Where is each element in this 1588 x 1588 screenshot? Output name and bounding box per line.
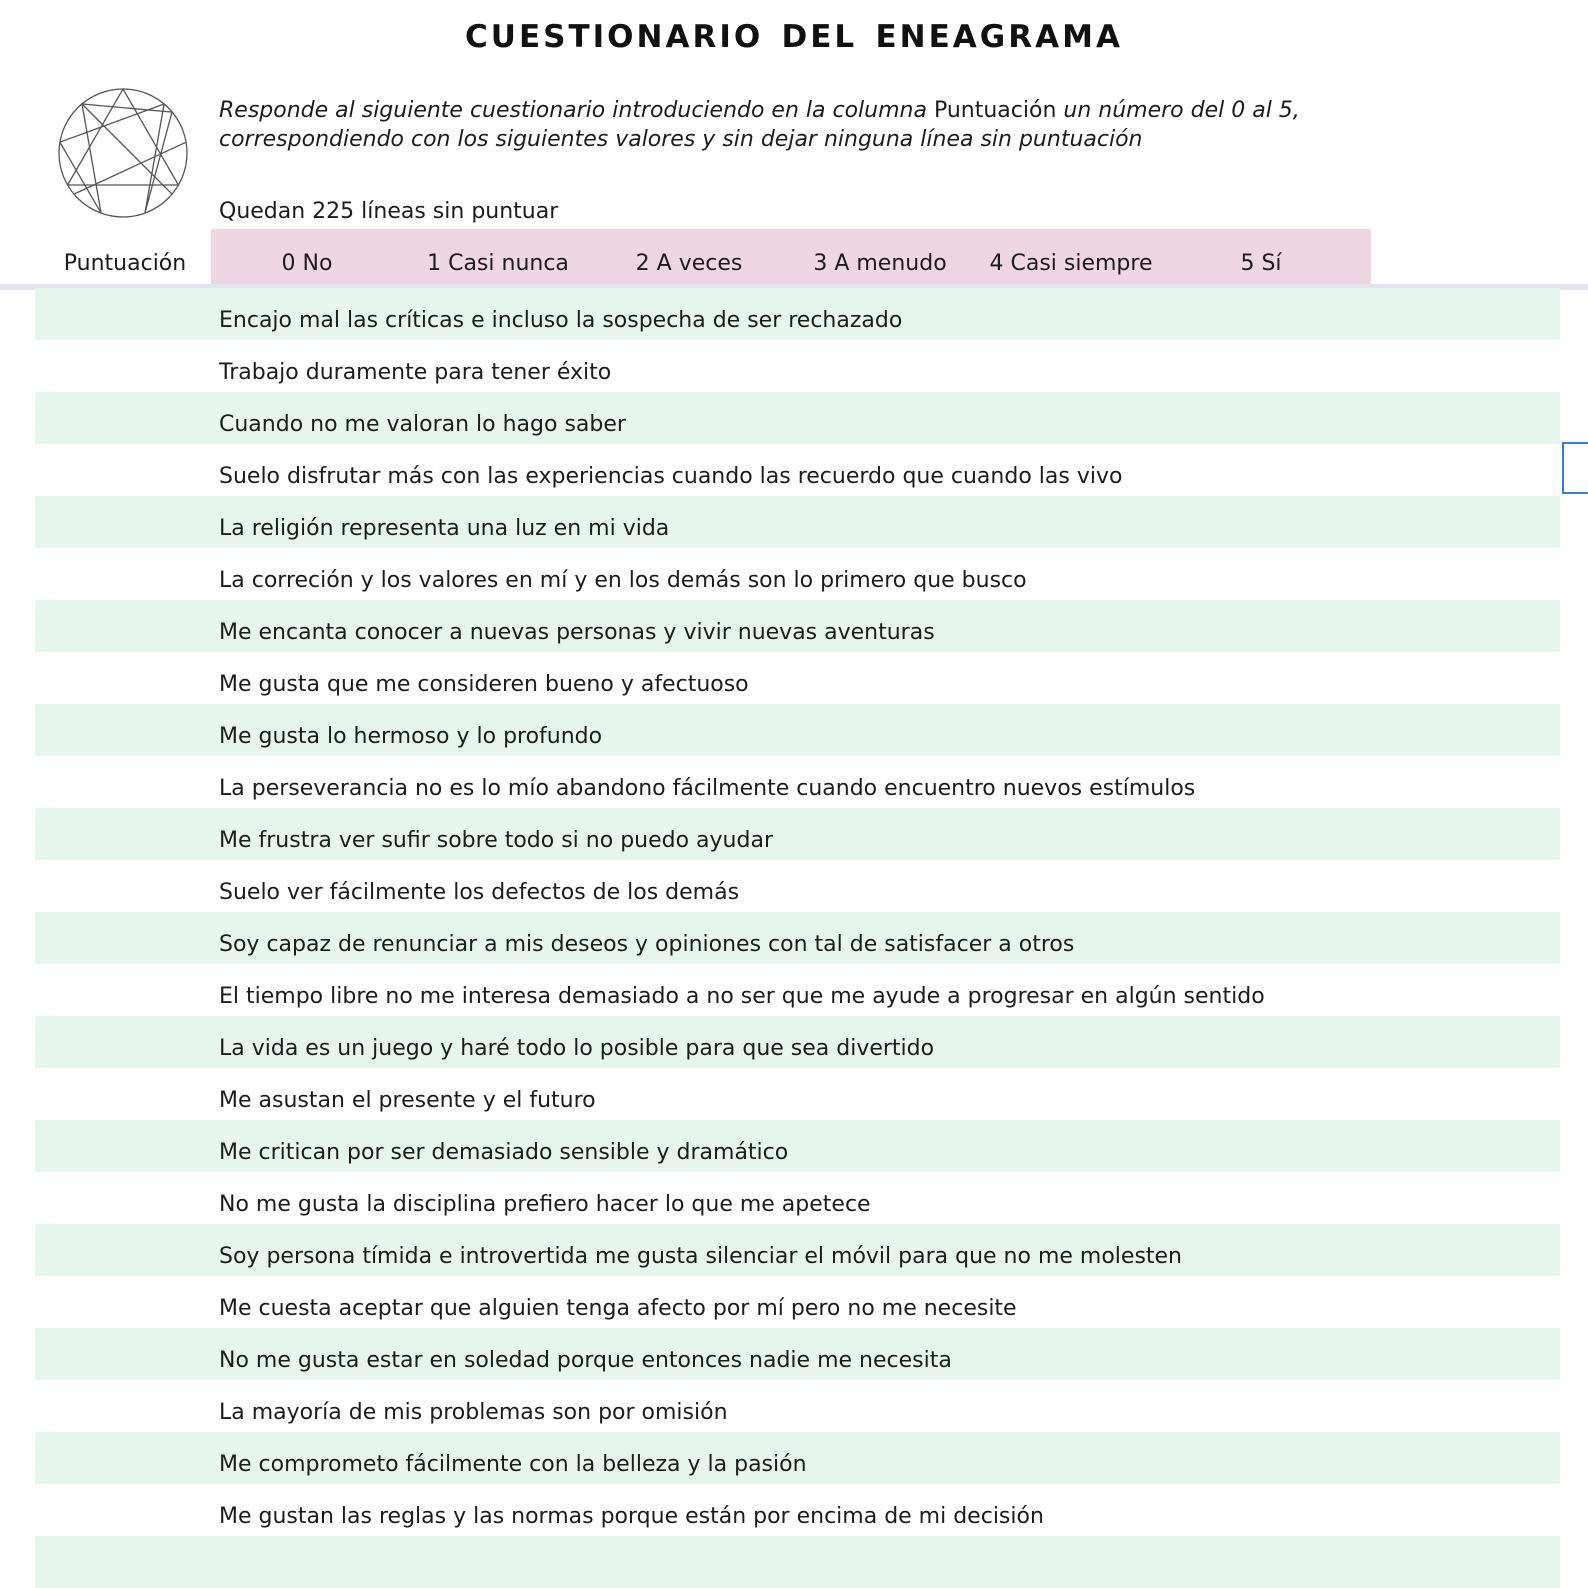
scale-item-4: 4 Casi siempre — [989, 251, 1153, 276]
question-text: Encajo mal las críticas e incluso la sospecha de ser rechazado — [219, 308, 903, 333]
question-text: Suelo disfrutar más con las experiencias cuando las recuerdo que cuando las vivo — [219, 464, 1123, 489]
question-text: El tiempo libre no me interesa demasiado a no ser que me ayude a progresar en algún sentido — [219, 984, 1265, 1009]
question-text: No me gusta estar en soledad porque entonces nadie me necesita — [219, 1348, 952, 1373]
question-row — [35, 652, 1560, 704]
question-row — [35, 1016, 1560, 1068]
scale-item-0: 0 No — [281, 251, 333, 276]
score-cell[interactable] — [35, 288, 205, 340]
scale-item-3: 3 A menudo — [813, 251, 947, 276]
score-cell[interactable] — [35, 1328, 205, 1380]
question-text: Me gusta que me consideren bueno y afectuoso — [219, 672, 749, 697]
score-cell[interactable] — [35, 548, 205, 600]
page-title: cuestionario del eneagrama — [465, 7, 1123, 58]
question-row — [35, 1432, 1560, 1484]
question-text: La mayoría de mis problemas son por omisión — [219, 1400, 728, 1425]
question-row — [35, 808, 1560, 860]
question-row — [35, 1276, 1560, 1328]
score-cell[interactable] — [35, 704, 205, 756]
question-row — [35, 912, 1560, 964]
question-row — [35, 964, 1560, 1016]
question-row — [35, 1484, 1560, 1536]
question-row — [35, 1068, 1560, 1120]
question-text: Me critican por ser demasiado sensible y dramático — [219, 1140, 789, 1165]
score-cell[interactable] — [35, 340, 205, 392]
scale-item-1: 1 Casi nunca — [427, 251, 569, 276]
score-cell[interactable] — [35, 600, 205, 652]
question-row — [35, 860, 1560, 912]
question-text: Soy persona tímida e introvertida me gusta silenciar el móvil para que no me molesten — [219, 1244, 1183, 1269]
score-cell[interactable] — [35, 444, 205, 496]
score-cell[interactable] — [35, 1224, 205, 1276]
question-text: La religión representa una luz en mi vida — [219, 516, 670, 541]
question-list — [35, 288, 1560, 1588]
scale-item-2: 2 A veces — [635, 251, 743, 276]
question-row — [35, 1224, 1560, 1276]
question-text: Me asustan el presente y el futuro — [219, 1088, 596, 1113]
question-row — [35, 1172, 1560, 1224]
score-cell[interactable] — [35, 912, 205, 964]
enneagram-icon — [56, 86, 190, 220]
question-text: Cuando no me valoran lo hago saber — [219, 412, 626, 437]
scale-legend — [211, 229, 1371, 284]
instructions-text — [219, 96, 1319, 154]
question-row — [35, 392, 1560, 444]
instructions-line2: correspondiendo con los siguientes valores y sin dejar ninguna línea sin puntuación — [219, 127, 1143, 152]
question-text: La correción y los valores en mí y en los demás son lo primero que busco — [219, 568, 1027, 593]
question-text: Me gustan las reglas y las normas porque están por encima de mi decisión — [219, 1504, 1044, 1529]
score-cell[interactable] — [35, 808, 205, 860]
question-text: Soy capaz de renunciar a mis deseos y opiniones con tal de satisfacer a otros — [219, 932, 1075, 957]
score-cell[interactable] — [35, 392, 205, 444]
question-row — [35, 1328, 1560, 1380]
instructions-part2: un número del 0 al 5, — [1063, 98, 1300, 123]
score-cell[interactable] — [35, 1172, 205, 1224]
question-row — [35, 1120, 1560, 1172]
scale-item-5: 5 Sí — [1240, 251, 1282, 276]
score-cell[interactable] — [35, 496, 205, 548]
question-row — [35, 600, 1560, 652]
score-cell[interactable] — [35, 964, 205, 1016]
question-row — [35, 496, 1560, 548]
question-text: Me gusta lo hermoso y lo profundo — [219, 724, 603, 749]
score-cell[interactable] — [35, 1276, 205, 1328]
question-row — [35, 444, 1560, 496]
question-row — [35, 288, 1560, 340]
question-text: Me cuesta aceptar que alguien tenga afecto por mí pero no me necesite — [219, 1296, 1017, 1321]
question-row — [35, 704, 1560, 756]
question-row — [35, 756, 1560, 808]
selected-cell-indicator[interactable] — [1562, 442, 1588, 494]
question-text: La vida es un juego y haré todo lo posible para que sea divertido — [219, 1036, 935, 1061]
question-row — [35, 548, 1560, 600]
instructions-column-name: Puntuación — [933, 98, 1057, 123]
question-text: Me encanta conocer a nuevas personas y vivir nuevas aventuras — [219, 620, 935, 645]
question-text: Me frustra ver sufir sobre todo si no puedo ayudar — [219, 828, 773, 853]
question-text: Trabajo duramente para tener éxito — [219, 360, 612, 385]
instructions-part1: Responde al siguiente cuestionario introduciendo en la columna — [219, 98, 927, 123]
score-column-header: Puntuación — [63, 251, 187, 276]
question-row — [35, 1380, 1560, 1432]
score-cell[interactable] — [35, 1016, 205, 1068]
question-text: Me comprometo fácilmente con la belleza y la pasión — [219, 1452, 807, 1477]
question-row — [35, 1536, 1560, 1588]
question-row — [35, 340, 1560, 392]
question-text: Suelo ver fácilmente los defectos de los demás — [219, 880, 740, 905]
score-cell[interactable] — [35, 1380, 205, 1432]
remaining-lines-status: Quedan 225 líneas sin puntuar — [219, 199, 559, 224]
score-cell[interactable] — [35, 756, 205, 808]
score-cell[interactable] — [35, 1432, 205, 1484]
score-cell[interactable] — [35, 1536, 205, 1588]
score-cell[interactable] — [35, 860, 205, 912]
score-cell[interactable] — [35, 1120, 205, 1172]
score-cell[interactable] — [35, 1484, 205, 1536]
score-cell[interactable] — [35, 652, 205, 704]
score-cell[interactable] — [35, 1068, 205, 1120]
question-text: La perseverancia no es lo mío abandono fácilmente cuando encuentro nuevos estímulos — [219, 776, 1196, 801]
question-text: No me gusta la disciplina prefiero hacer lo que me apetece — [219, 1192, 871, 1217]
